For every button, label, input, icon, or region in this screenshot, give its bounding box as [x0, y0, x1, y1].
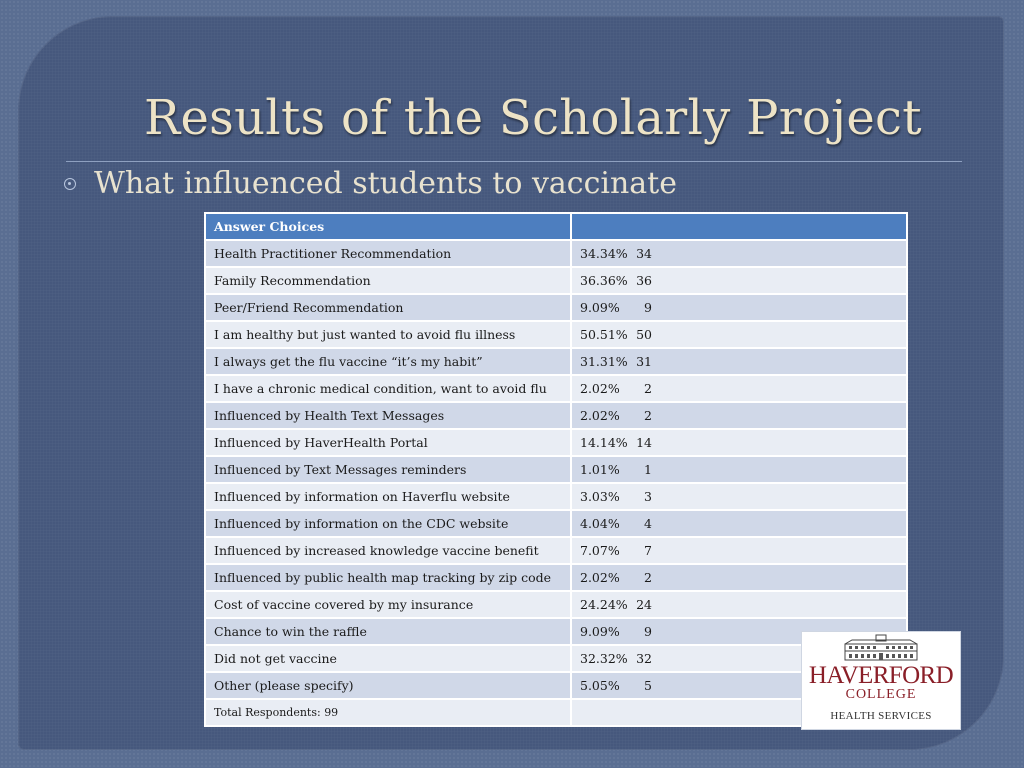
response-count: 3: [644, 489, 652, 504]
response-percent: 31.31%: [580, 354, 628, 369]
answer-choice-cell: Influenced by increased knowledge vaccine benefit: [205, 537, 571, 564]
response-count: 9: [644, 624, 652, 639]
response-cell: [571, 294, 907, 321]
response-cell: [571, 591, 907, 618]
response-cell: [571, 564, 907, 591]
logo-name: HAVERFORD: [808, 662, 954, 689]
response-percent: 36.36%: [580, 273, 628, 288]
table-row: [205, 294, 907, 321]
answer-choice-cell: Other (please specify): [205, 672, 571, 699]
answer-choice-cell: Peer/Friend Recommendation: [205, 294, 571, 321]
response-count: 5: [644, 678, 652, 693]
answer-choice-cell: Health Practitioner Recommendation: [205, 240, 571, 267]
table-row: [205, 402, 907, 429]
answer-choice-cell: Influenced by information on the CDC website: [205, 510, 571, 537]
response-percent: 5.05%: [580, 678, 620, 693]
logo-college: COLLEGE: [845, 687, 917, 702]
table-row: [205, 375, 907, 402]
response-count: 50: [636, 327, 652, 342]
response-percent: 34.34%: [580, 246, 628, 261]
table-row: [205, 591, 907, 618]
table-row: [205, 321, 907, 348]
header-responses: [571, 213, 907, 240]
table-row: [205, 537, 907, 564]
bullet-point: [60, 164, 760, 204]
response-count: 31: [636, 354, 652, 369]
response-percent: 1.01%: [580, 462, 620, 477]
answer-choice-cell: Influenced by information on Haverflu website: [205, 483, 571, 510]
response-count: 2: [644, 570, 652, 585]
haverford-logo: [802, 632, 960, 729]
response-percent: 2.02%: [580, 570, 620, 585]
response-count: 24: [636, 597, 652, 612]
response-cell: [571, 267, 907, 294]
response-cell: [571, 375, 907, 402]
response-percent: 7.07%: [580, 543, 620, 558]
answer-choice-cell: Influenced by public health map tracking by zip code: [205, 564, 571, 591]
title-divider: [66, 161, 962, 162]
response-percent: 2.02%: [580, 381, 620, 396]
response-count: 1: [644, 462, 652, 477]
answer-choice-cell: Family Recommendation: [205, 267, 571, 294]
response-cell: [571, 321, 907, 348]
response-percent: 14.14%: [580, 435, 628, 450]
response-percent: 3.03%: [580, 489, 620, 504]
answer-choice-cell: I have a chronic medical condition, want to avoid flu: [205, 375, 571, 402]
response-cell: [571, 240, 907, 267]
response-cell: [571, 456, 907, 483]
answer-choice-cell: I always get the flu vaccine “it’s my habit”: [205, 348, 571, 375]
response-cell: [571, 402, 907, 429]
response-cell: [571, 537, 907, 564]
header-answer-choices: Answer Choices: [205, 213, 571, 240]
response-count: 9: [644, 300, 652, 315]
answer-choice-cell: Did not get vaccine: [205, 645, 571, 672]
table-row: [205, 240, 907, 267]
response-percent: 2.02%: [580, 408, 620, 423]
answer-choice-cell: Influenced by HaverHealth Portal: [205, 429, 571, 456]
response-cell: [571, 483, 907, 510]
response-cell: [571, 348, 907, 375]
answer-choice-cell: Influenced by Health Text Messages: [205, 402, 571, 429]
answer-choice-cell: Influenced by Text Messages reminders: [205, 456, 571, 483]
response-percent: 4.04%: [580, 516, 620, 531]
response-count: 34: [636, 246, 652, 261]
response-percent: 9.09%: [580, 624, 620, 639]
response-count: 7: [644, 543, 652, 558]
answer-choice-cell: Cost of vaccine covered by my insurance: [205, 591, 571, 618]
response-percent: 9.09%: [580, 300, 620, 315]
answer-choice-cell: Chance to win the raffle: [205, 618, 571, 645]
table-row: [205, 348, 907, 375]
college-building-icon: [842, 634, 920, 662]
response-percent: 32.32%: [580, 651, 628, 666]
table-row: [205, 483, 907, 510]
total-respondents: Total Respondents: 99: [205, 699, 571, 726]
slide-title: Results of the Scholarly Project: [144, 90, 922, 146]
response-count: 36: [636, 273, 652, 288]
response-percent: 50.51%: [580, 327, 628, 342]
table-row: [205, 564, 907, 591]
answer-choice-cell: I am healthy but just wanted to avoid flu illness: [205, 321, 571, 348]
response-count: 14: [636, 435, 652, 450]
response-cell: [571, 429, 907, 456]
response-cell: [571, 510, 907, 537]
response-count: 2: [644, 381, 652, 396]
circled-dot-bullet-icon: [64, 178, 76, 190]
response-percent: 24.24%: [580, 597, 628, 612]
response-count: 4: [644, 516, 652, 531]
table-row: [205, 510, 907, 537]
table-row: [205, 267, 907, 294]
table-header-row: [205, 213, 907, 240]
table-row: [205, 429, 907, 456]
logo-health-services: HEALTH SERVICES: [830, 710, 932, 722]
table-row: [205, 456, 907, 483]
response-count: 32: [636, 651, 652, 666]
bullet-text: What influenced students to vaccinate: [94, 166, 677, 201]
response-count: 2: [644, 408, 652, 423]
